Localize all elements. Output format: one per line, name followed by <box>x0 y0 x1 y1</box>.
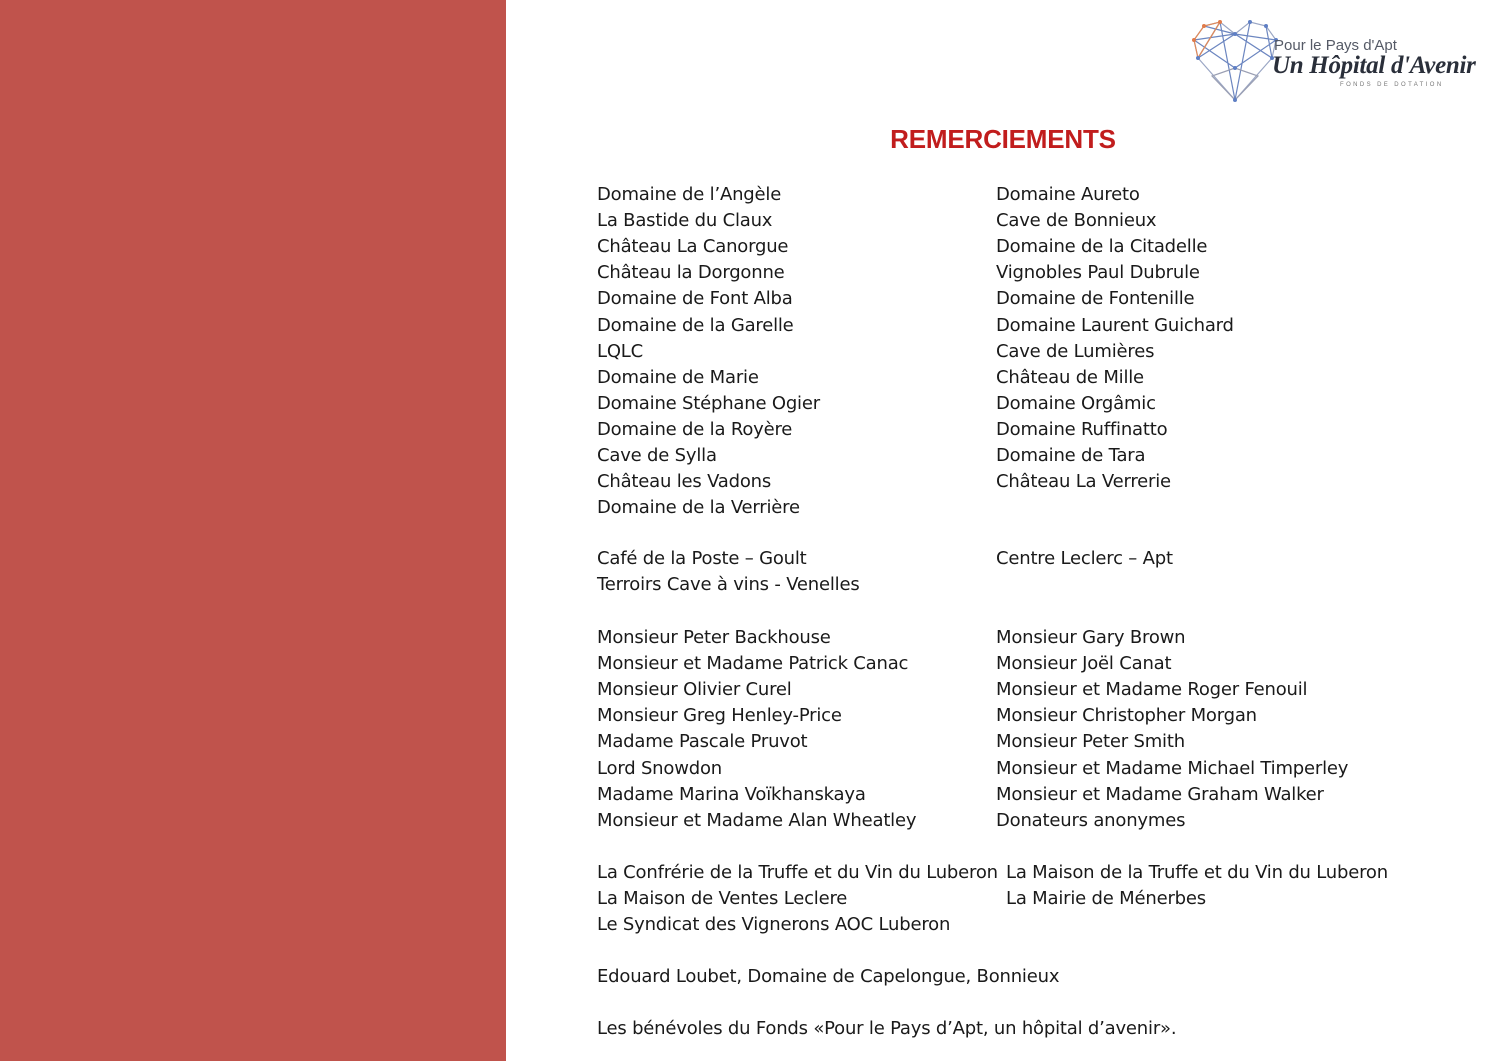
list-item: Monsieur et Madame Graham Walker <box>996 783 1324 805</box>
chef-credit: Edouard Loubet, Domaine de Capelongue, Bonnieux <box>597 966 1060 987</box>
list-item: Domaine de la Royère <box>597 418 793 440</box>
list-item: Domaine Ruffinatto <box>996 418 1168 440</box>
list-item: Monsieur Peter Smith <box>996 731 1185 753</box>
list-item: Domaine Laurent Guichard <box>996 314 1234 336</box>
list-item: Cave de Bonnieux <box>996 210 1157 232</box>
list-item: Domaine Stéphane Ogier <box>597 392 820 414</box>
list-item: La Mairie de Ménerbes <box>1006 888 1206 910</box>
list-item: Lord Snowdon <box>597 757 722 779</box>
list-item: Château les Vadons <box>597 471 772 493</box>
list-item: Monsieur Peter Backhouse <box>597 627 831 648</box>
list-item: Domaine de Font Alba <box>597 288 793 310</box>
list-item: Monsieur Olivier Curel <box>597 679 792 701</box>
list-item: Domaine Aureto <box>996 184 1140 205</box>
list-item: Monsieur Christopher Morgan <box>996 705 1257 727</box>
list-item: Monsieur Joël Canat <box>996 653 1172 675</box>
list-item: La Bastide du Claux <box>597 210 773 232</box>
list-item: Monsieur Greg Henley-Price <box>597 705 842 727</box>
list-item: Le Syndicat des Vignerons AOC Luberon <box>597 914 951 936</box>
list-item: Château La Canorgue <box>597 236 789 258</box>
page-title: REMERCIEMENTS <box>890 124 1116 154</box>
side-color-panel <box>0 0 506 1061</box>
list-item: La Confrérie de la Truffe et du Vin du Luberon <box>597 862 998 883</box>
list-item: Château La Verrerie <box>996 471 1171 493</box>
list-item: La Maison de la Truffe et du Vin du Luberon <box>1006 862 1388 883</box>
list-item: Monsieur et Madame Alan Wheatley <box>597 809 917 831</box>
volunteers-credit: Les bénévoles du Fonds «Pour le Pays d’Apt, un hôpital d’avenir». <box>597 1018 1177 1039</box>
list-item: Centre Leclerc – Apt <box>996 548 1173 569</box>
list-item: Domaine Orgâmic <box>996 392 1156 414</box>
list-item: Terroirs Cave à vins - Venelles <box>597 574 860 596</box>
list-item: Cave de Lumières <box>996 340 1155 362</box>
list-item: Monsieur Gary Brown <box>996 627 1186 648</box>
list-item: Domaine de l’Angèle <box>597 184 782 205</box>
list-item: Domaine de la Citadelle <box>996 236 1208 258</box>
list-item: Madame Marina Voïkhanskaya <box>597 783 866 805</box>
list-item: Madame Pascale Pruvot <box>597 731 808 753</box>
list-item: La Maison de Ventes Leclere <box>597 888 848 910</box>
list-item: Monsieur et Madame Roger Fenouil <box>996 679 1308 701</box>
list-item: Domaine de la Verrière <box>597 497 800 519</box>
fund-logo <box>1190 18 1476 108</box>
list-item: Monsieur et Madame Michael Timperley <box>996 757 1349 779</box>
list-item: Domaine de Marie <box>597 366 759 388</box>
logo-text-line2: Un Hôpital d'Avenir <box>1272 52 1476 79</box>
list-item: Domaine de la Garelle <box>597 314 794 336</box>
heart-network-icon <box>1190 18 1280 108</box>
list-item: Vignobles Paul Dubrule <box>996 262 1200 284</box>
logo-text-line1: Pour le Pays d'Apt <box>1274 37 1397 54</box>
list-item: Domaine de Tara <box>996 445 1146 466</box>
list-item: Donateurs anonymes <box>996 809 1186 831</box>
list-item: Cave de Sylla <box>597 445 717 466</box>
list-item: Domaine de Fontenille <box>996 288 1195 310</box>
list-item: Café de la Poste – Goult <box>597 548 807 569</box>
list-item: Château de Mille <box>996 366 1144 388</box>
list-item: LQLC <box>597 340 643 362</box>
list-item: Monsieur et Madame Patrick Canac <box>597 653 909 675</box>
logo-text-line3: FONDS DE DOTATION <box>1340 82 1444 88</box>
list-item: Château la Dorgonne <box>597 262 785 284</box>
